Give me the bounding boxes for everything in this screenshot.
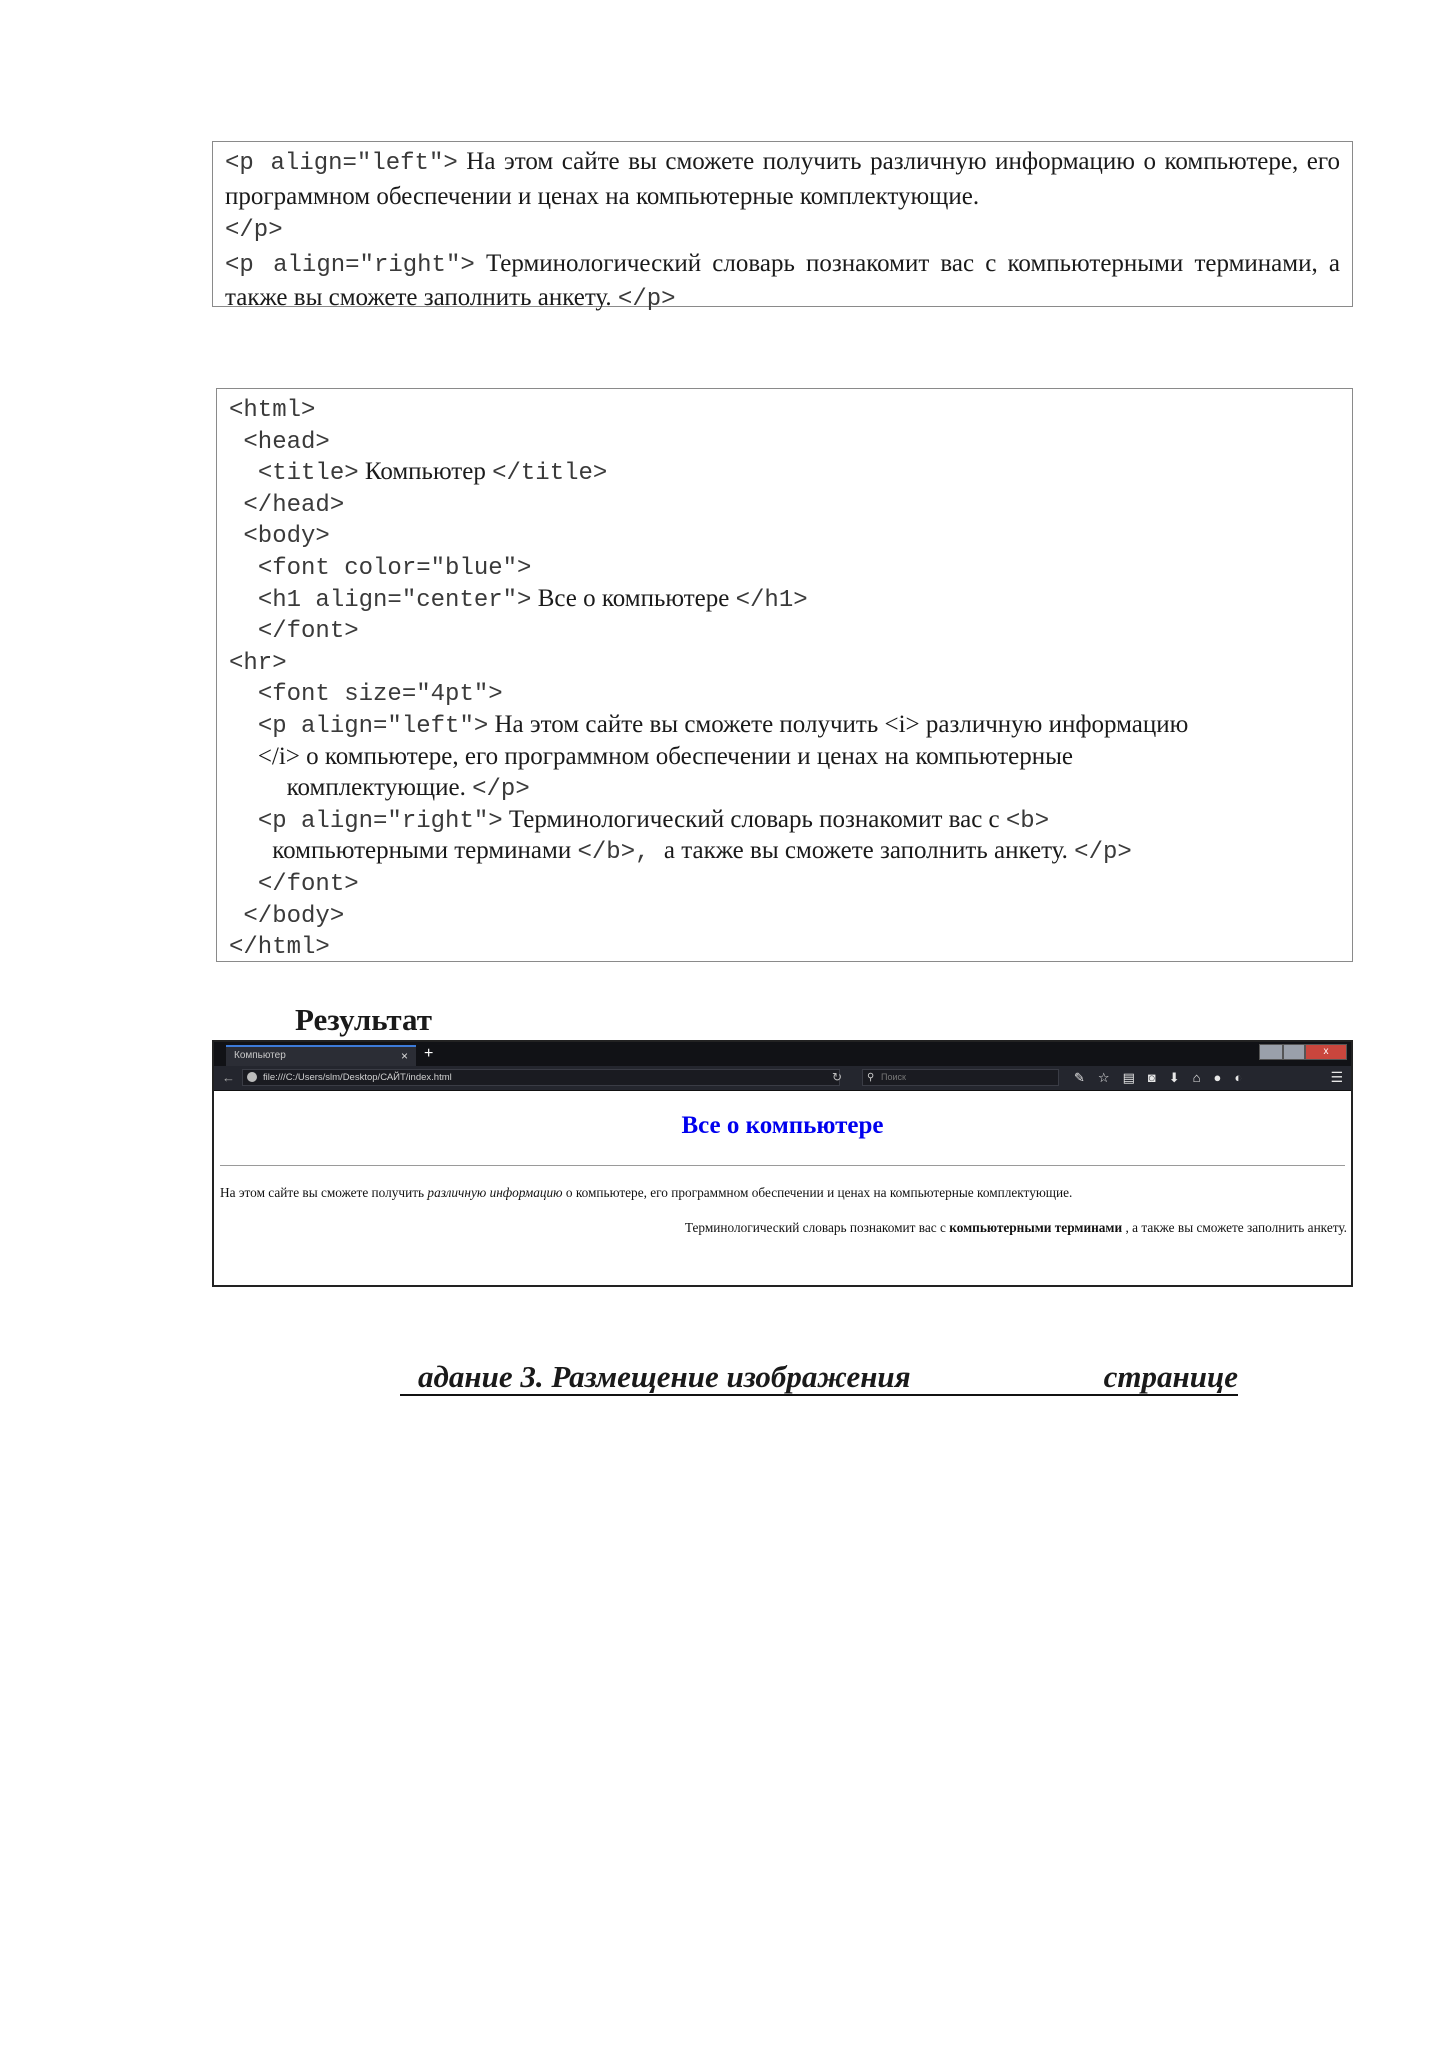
wrench-icon: ✎ (1074, 1070, 1085, 1085)
code-line (229, 804, 1352, 836)
plus-icon: + (424, 1045, 434, 1062)
code-text: а также вы сможете заполнить анкету. (663, 837, 1075, 865)
browser-tab-bar (214, 1042, 1351, 1066)
text-run: Терминологический словарь познакомит вас с (684, 1220, 950, 1235)
code-tag: </p> (225, 217, 283, 244)
code-line (229, 772, 1352, 804)
code-line (229, 456, 1352, 488)
toolbar-icons (1074, 1069, 1242, 1086)
code-tag (229, 460, 258, 487)
url-text: file:///C:/Users/slm/Desktop/САЙТ/index.html (263, 1072, 452, 1083)
code-tag: <b> (1005, 807, 1050, 835)
code-tag: <p align="left"> (225, 150, 458, 177)
code-tag (229, 681, 258, 708)
code-tag (229, 745, 258, 772)
minimize-icon (1259, 1044, 1283, 1060)
code-tag: <font size="4pt"> (257, 681, 503, 709)
code-line (229, 488, 1352, 520)
browser-nav-bar (214, 1066, 1351, 1091)
code-text: комплектующие. (286, 774, 473, 802)
code-tag: <h1 align="center"> (257, 586, 532, 614)
code-tag: </p> (617, 286, 676, 313)
search-bar (862, 1069, 1059, 1086)
home-icon: ⌂ (1192, 1070, 1201, 1085)
code-tag: </h1> (735, 586, 808, 614)
code-line (229, 614, 1352, 646)
code-tag (229, 776, 287, 803)
code-line (229, 425, 1352, 457)
code-line (229, 930, 1352, 962)
menu-icon: ☰ (1330, 1069, 1343, 1085)
code-text: Все о компьютере (531, 584, 736, 612)
rendered-paragraph-left (220, 1185, 1072, 1201)
code-text: </i> о компьютере, его программном обеспечении и ценах на компьютерные (257, 742, 1073, 770)
code-tag: <html> (229, 397, 316, 424)
maximize-icon (1283, 1044, 1305, 1060)
search-placeholder: Поиск (881, 1072, 906, 1082)
text-run: На этом сайте вы сможете получить (220, 1185, 428, 1200)
code-tag (229, 903, 243, 930)
code-tag: </title> (492, 460, 608, 488)
code-line (229, 867, 1352, 899)
code-example-box-1 (212, 141, 1353, 313)
window-controls (1259, 1044, 1347, 1060)
code-tag: </font> (257, 870, 359, 898)
code-line (229, 646, 1352, 678)
code-tag: </head> (243, 491, 345, 519)
code-tag: </font> (257, 618, 359, 646)
code-text: компьютерными терминами (272, 837, 578, 865)
code-line (229, 741, 1352, 773)
code-tag: <p align="left"> (257, 712, 489, 740)
italic-text: различную информацию (427, 1185, 563, 1200)
code-tag: <hr> (229, 649, 287, 677)
tab-title: Компьютер (234, 1050, 286, 1061)
browser-screenshot (212, 1040, 1353, 1287)
extension-icon: ◐ (1234, 1070, 1243, 1085)
code-paragraph-right (225, 248, 1340, 317)
code-tag (229, 555, 258, 582)
code-line (229, 519, 1352, 551)
download-icon: ⬇ (1168, 1070, 1180, 1085)
code-tag (229, 808, 258, 835)
code-text: Терминологический словарь познакомит вас с компьютерными терминами, а также вы сможете заполнить анкету. (225, 249, 1340, 311)
task-heading-part-2: странице (1103, 1359, 1238, 1394)
code-tag (229, 871, 258, 898)
code-text: На этом сайте вы сможете получить <i> различную информацию (488, 710, 1189, 738)
code-example-box-2 (216, 388, 1353, 962)
code-tag: <p align="right"> (257, 807, 503, 835)
code-text: На этом сайте вы сможете получить различную информацию о компьютере, его программном обеспечении и ценах на компьютерные комплектующие. (225, 148, 1341, 210)
text-run: о компьютере, его программном обеспечении и ценах на компьютерные комплектующие. (562, 1185, 1073, 1200)
code-tag (229, 839, 272, 866)
globe-icon (247, 1072, 257, 1082)
task-heading-part-1: адание 3. Размещение изображения (418, 1359, 911, 1394)
search-icon: ⚲ (867, 1072, 875, 1083)
code-line (229, 709, 1352, 741)
code-line (229, 899, 1352, 931)
back-arrow-icon: ← (222, 1070, 235, 1085)
star-icon: ☆ (1097, 1070, 1110, 1085)
code-tag: </body> (243, 902, 345, 930)
task-heading (400, 1358, 1238, 1396)
code-text: Компьютер (358, 458, 493, 486)
window-close-icon: x (1305, 1044, 1347, 1060)
code-line (229, 835, 1352, 867)
code-tag (229, 523, 243, 550)
browser-tab (226, 1045, 416, 1066)
code-tag (229, 492, 243, 519)
code-line (229, 677, 1352, 709)
code-line (229, 551, 1352, 583)
chat-icon: ● (1213, 1070, 1222, 1085)
code-paragraph-left (225, 146, 1340, 248)
text-run: , а также вы сможете заполнить анкету. (1122, 1220, 1347, 1235)
code-tag: </p> (1074, 839, 1132, 867)
code-tag: </b>, (577, 839, 664, 867)
rendered-page-heading: Все о компьютере (681, 1112, 884, 1139)
code-tag: <title> (257, 460, 359, 488)
url-bar (242, 1069, 843, 1086)
code-tag: </html> (229, 934, 330, 962)
rendered-paragraph-right (685, 1220, 1347, 1236)
code-tag: <p align="right"> (225, 251, 475, 279)
bold-text: компьютерными терминами (949, 1220, 1123, 1235)
code-tag: <head> (243, 428, 330, 456)
rendered-horizontal-rule (220, 1165, 1345, 1166)
code-tag (229, 713, 258, 740)
code-text: Терминологический словарь познакомит вас с (502, 805, 1006, 833)
code-tag (229, 587, 258, 614)
close-icon: × (400, 1049, 408, 1063)
code-line (229, 583, 1352, 615)
code-tag (229, 618, 258, 645)
code-tag: <body> (243, 523, 330, 551)
result-heading: Результат (295, 1002, 432, 1037)
pocket-icon: ◙ (1147, 1070, 1156, 1085)
code-tag (229, 429, 243, 456)
code-tag: </p> (472, 776, 530, 804)
reload-icon: ↻ (832, 1070, 843, 1084)
code-tag: <font color="blue"> (257, 554, 532, 582)
code-line (229, 393, 1352, 425)
clipboard-icon: ▤ (1122, 1070, 1135, 1085)
